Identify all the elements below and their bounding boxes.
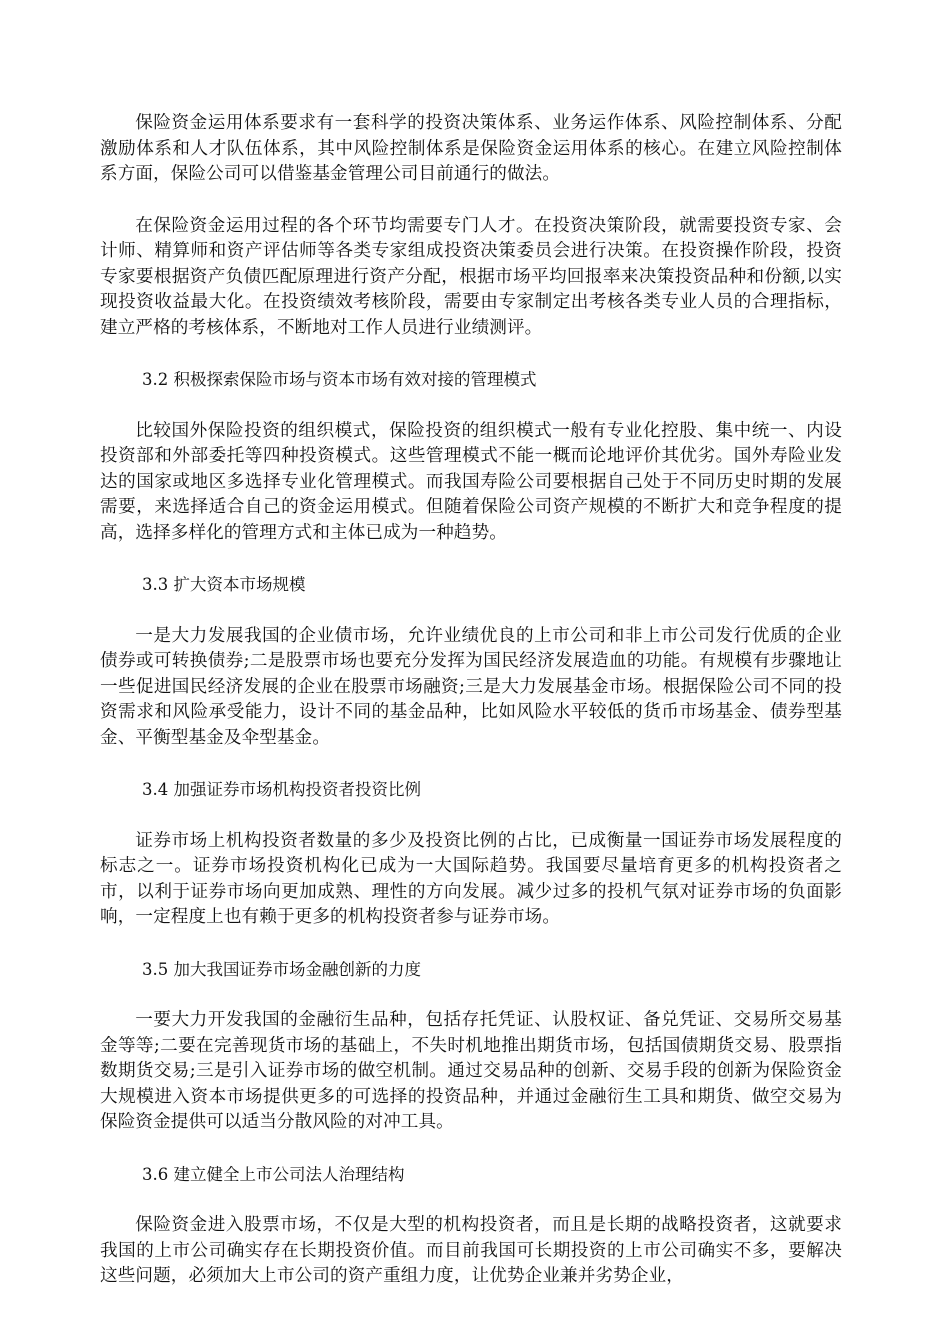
section-heading-3-4: 3.4 加强证券市场机构投资者投资比例 (142, 780, 421, 799)
section-heading-3-5: 3.5 加大我国证券市场金融创新的力度 (142, 959, 421, 979)
paragraph-talent-requirements: 在保险资金运用过程的各个环节均需要专门人才。在投资决策阶段，就需要投资专家、会计师、精算师和资产评估师等各类专家组成投资决策委员会进行决策。在投资操作阶段，投资专家要根据资产负债匹配原理进行资产分配，根据市场平均回报率来决策投资品种和份额,以实现投资收益最大化。在投资绩效考核阶段，需要由专家制定出考核各类专业人员的合理指标，建立严格的考核体系，不断地对工作人员进行业绩测评。 (100, 215, 842, 338)
paragraph-capital-market-scale: 一是大力发展我国的企业债市场，允许业绩优良的上市公司和非上市公司发行优质的企业债券或可转换债券;二是股票市场也要充分发挥为国民经济发展造血的功能。有规模有步骤地让一些促进国民经济发展的企业在股票市场融资;三是大力发展基金市场。根据保险公司不同的投资需求和风险承受能力，设计不同的基金品种，比如风险水平较低的货币市场基金、债券型基金、平衡型基金及伞型基金。 (100, 625, 842, 748)
paragraph-corporate-governance: 保险资金进入股票市场，不仅是大型的机构投资者，而且是长期的战略投资者，这就要求我国的上市公司确实存在长期投资价值。而目前我国可长期投资的上市公司确实不多，要解决这些问题，必须加大上市公司的资产重组力度，让优势企业兼并劣势企业， (100, 1215, 842, 1286)
section-heading-3-3: 3.3 扩大资本市场规模 (142, 575, 306, 594)
section-heading-3-2: 3.2 积极探索保险市场与资本市场有效对接的管理模式 (142, 370, 537, 389)
paragraph-institutional-investors: 证券市场上机构投资者数量的多少及投资比例的占比，已成衡量一国证券市场发展程度的标志之一。证券市场投资机构化已成为一大国际趋势。我国要尽量培育更多的机构投资者之市，以利于证券市场向更加成熟、理性的方向发展。减少过多的投机气氛对证券市场的负面影响，一定程度上也有赖于更多的机构投资者参与证券市场。 (100, 830, 842, 927)
paragraph-organization-models: 比较国外保险投资的组织模式，保险投资的组织模式一般有专业化控股、集中统一、内设投资部和外部委托等四种投资模式。这些管理模式不能一概而论地评价其优劣。国外寿险业发达的国家或地区多选择专业化管理模式。而我国寿险公司要根据自己处于不同历史时期的发展需要，来选择适合自己的资金运用模式。但随着保险公司资产规模的不断扩大和竞争程度的提高，选择多样化的管理方式和主体已成为一种趋势。 (100, 420, 842, 543)
section-heading-3-6: 3.6 建立健全上市公司法人治理结构 (142, 1164, 405, 1184)
document-body (100, 111, 842, 1316)
paragraph-risk-control-system: 保险资金运用体系要求有一套科学的投资决策体系、业务运作体系、风险控制体系、分配激励体系和人才队伍体系，其中风险控制体系是保险资金运用体系的核心。在建立风险控制体系方面，保险公司可以借鉴基金管理公司目前通行的做法。 (100, 113, 842, 184)
paragraph-financial-innovation: 一要大力开发我国的金融衍生品种，包括存托凭证、认股权证、备兑凭证、交易所交易基金等等;二要在完善现货市场的基础上，不失时机地推出期货市场，包括国债期货交易、股票指数期货交易;三是引入证券市场的做空机制。通过交易品种的创新、交易手段的创新为保险资金大规模进入资本市场提供更多的可选择的投资品种，并通过金融衍生工具和期货、做空交易为保险资金提供可以适当分散风险的对冲工具。 (100, 1010, 842, 1132)
